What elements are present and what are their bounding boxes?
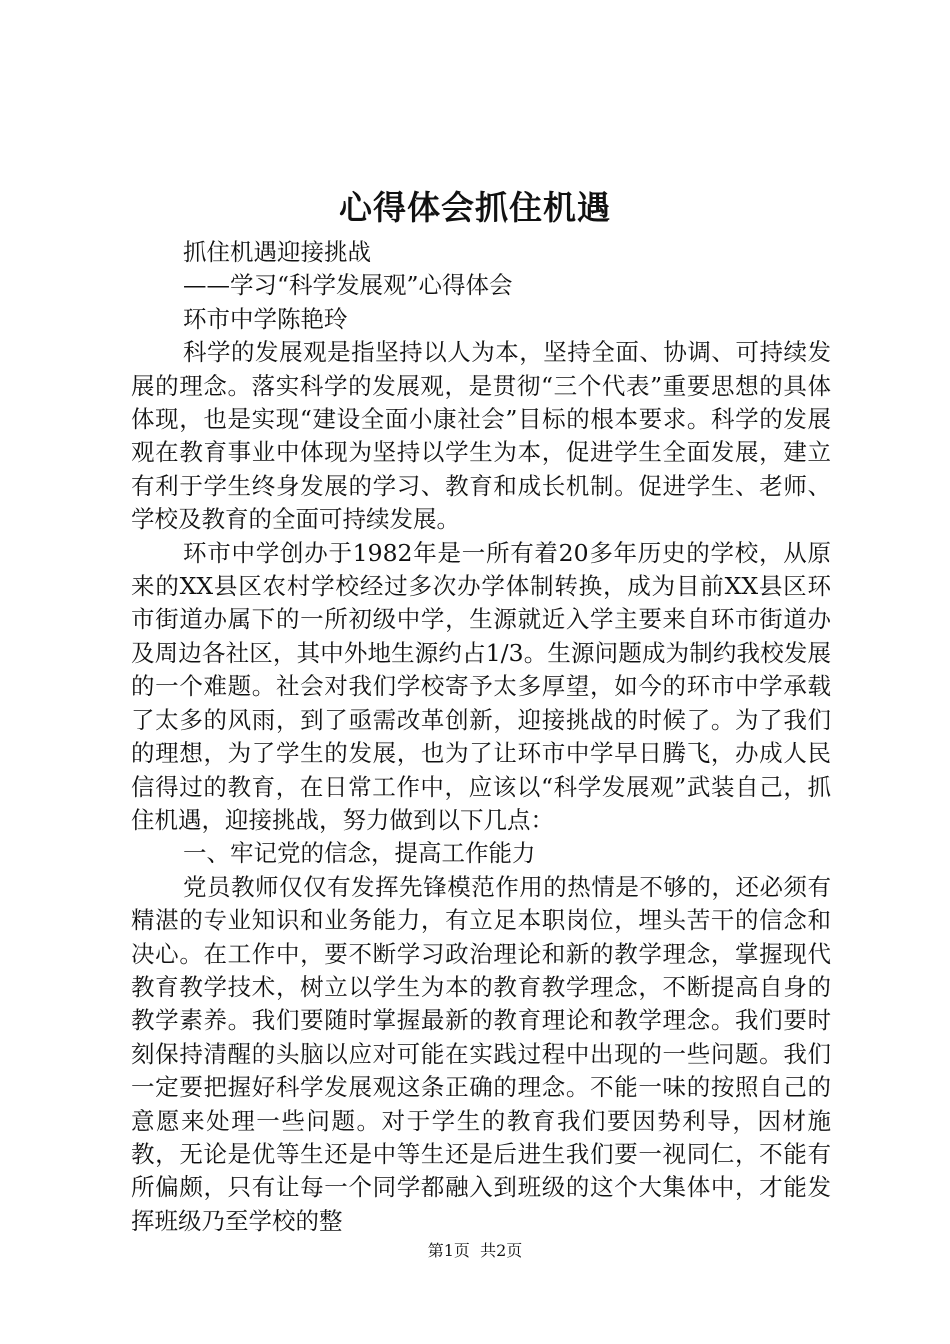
document-title: 心得体会抓住机遇 [339,188,611,227]
body-paragraph: 科学的发展观是指坚持以人为本，坚持全面、协调、可持续发展的理念。落实科学的发展观，是贯彻“三个代表”重要思想的具体体现，也是实现“建设全面小康社会”目标的根本要求。科学的发展观在教育事业中体现为坚持以学生为本，促进学生全面发展，建立有利于学生终身发展的学习、教育和成长机制。促进学生、老师、学校及教育的全面可持续发展。 [131,338,831,534]
subtitle-line: ——学习“科学发展观”心得体会 [183,271,513,300]
body-paragraph: 环市中学创办于1982年是一所有着20多年历史的学校，从原来的XX县区农村学校经过多次办学体制转换，成为目前XX县区环市街道办属下的一所初级中学，生源就近入学主要来自环市街道办及周边各社区，其中外地生源约占1/3。生源问题成为制约我校发展的一个难题。社会对我们学校寄予太多厚望，如今的环市中学承载了太多的风雨，到了亟需改革创新，迎接挑战的时候了。为了我们的理想，为了学生的发展，也为了让环市中学早日腾飞，办成人民信得过的教育，在日常工作中，应该以“科学发展观”武装自己，抓住机遇，迎接挑战，努力做到以下几点： [131,538,831,834]
body-paragraph: 党员教师仅仅有发挥先锋模范作用的热情是不够的，还必须有精湛的专业知识和业务能力，有立足本职岗位，埋头苦干的信念和决心。在工作中，要不断学习政治理论和新的教学理念，掌握现代教育教学技术，树立以学生为本的教育教学理念，不断提高自身的教学素养。我们要随时掌握最新的教育理论和教学理念。我们要时刻保持清醒的头脑以应对可能在实践过程中出现的一些问题。我们一定要把握好科学发展观这条正确的理念。不能一味的按照自己的意愿来处理一些问题。对于学生的教育我们要因势利导，因材施教，无论是优等生还是中等生还是后进生我们要一视同仁，不能有所偏颇，只有让每一个同学都融入到班级的这个大集体中，才能发挥班级乃至学校的整 [131,872,831,1235]
section-heading: 一、牢记党的信念，提高工作能力 [183,839,536,868]
document-body [131,236,831,1238]
subtitle-heading: 抓住机遇迎接挑战 [183,238,371,266]
author-line: 环市中学陈艳玲 [183,304,348,333]
page-number: 第1页 共2页 [427,1241,523,1260]
